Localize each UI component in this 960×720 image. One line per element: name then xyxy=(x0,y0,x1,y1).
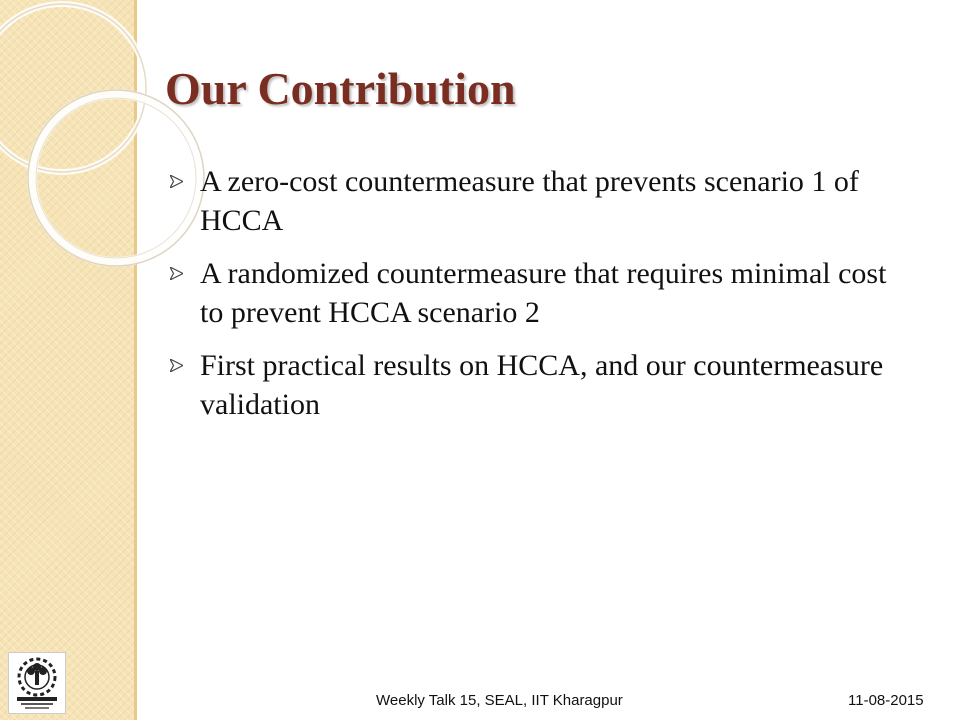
arrowhead-bullet-icon xyxy=(170,267,183,280)
footer-date: 11-08-2015 xyxy=(848,692,924,709)
bullet-text: A zero-cost countermeasure that prevents scenario 1 of HCCA xyxy=(200,165,859,237)
arrowhead-bullet-icon xyxy=(170,359,183,372)
bullet-item xyxy=(168,254,888,332)
bullet-text: First practical results on HCCA, and our countermeasure validation xyxy=(200,349,884,421)
footer-talk-info: Weekly Talk 15, SEAL, IIT Kharagpur xyxy=(376,692,623,709)
bullet-item xyxy=(168,162,888,240)
arrowhead-bullet-icon xyxy=(170,175,183,188)
bullet-list xyxy=(168,162,888,438)
slide-title: Our Contribution xyxy=(165,63,516,114)
iit-kharagpur-emblem-icon xyxy=(8,652,66,714)
bullet-item xyxy=(168,346,888,424)
bullet-text: A randomized countermeasure that requires minimal cost to prevent HCCA scenario 2 xyxy=(200,257,887,329)
